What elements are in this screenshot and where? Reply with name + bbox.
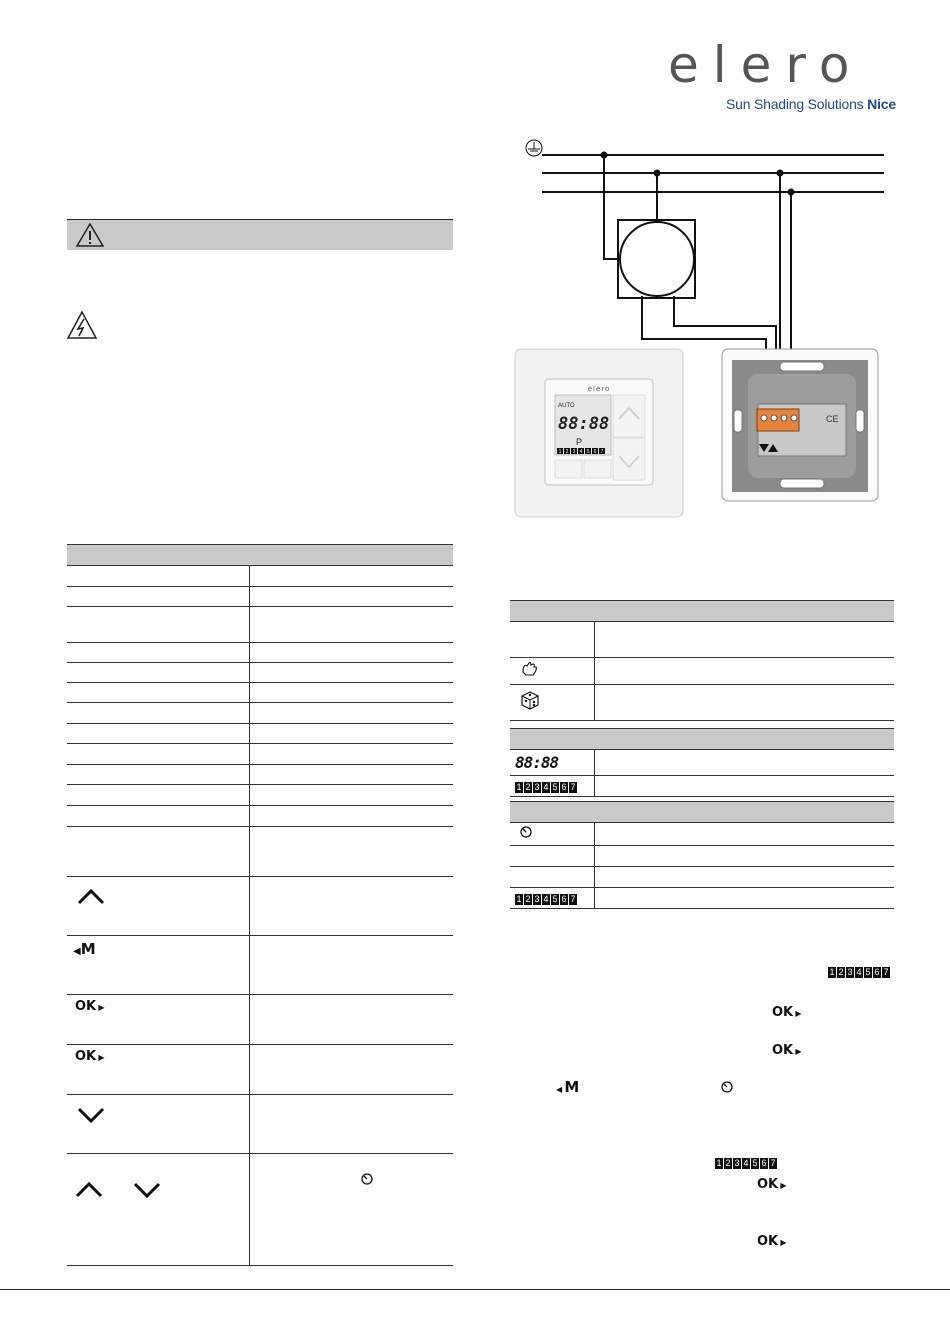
weekday-box: 1 <box>516 782 522 792</box>
table-row <box>67 683 453 703</box>
weekday-box: 3 <box>534 894 540 904</box>
ok-right-arrow-icon: ▶ <box>793 1047 802 1056</box>
lcd-day-label: 3 <box>572 449 576 455</box>
spec-table <box>67 544 453 1266</box>
chevron-down-icon <box>73 1101 109 1127</box>
weekday-box: 7 <box>570 782 576 792</box>
ok-label: OK <box>772 1043 794 1058</box>
ok-button-symbol <box>757 1232 787 1250</box>
table-row <box>510 622 894 658</box>
table-row <box>67 785 453 806</box>
weekday-box: 6 <box>874 967 880 977</box>
ok-label: OK <box>757 1177 779 1192</box>
weekday-box: 2 <box>525 894 531 904</box>
weekday-box: 5 <box>552 782 558 792</box>
ok-label: OK <box>757 1234 779 1249</box>
clock-icon <box>519 825 533 839</box>
svg-text:CE: CE <box>826 414 839 424</box>
svg-text:P: P <box>576 437 583 447</box>
weekday-box: 7 <box>770 1158 776 1168</box>
svg-text:AUTO: AUTO <box>558 403 575 409</box>
ok-right-arrow-icon: ▶ <box>778 1181 787 1190</box>
chevron-up-icon <box>73 883 109 909</box>
ok-right-arrow-icon: ▶ <box>778 1238 787 1247</box>
table-row <box>510 823 894 846</box>
time-days-table <box>510 728 894 797</box>
table-row <box>67 724 453 744</box>
weekday-box: 2 <box>725 1158 731 1168</box>
ok-button-symbol <box>772 1003 802 1021</box>
weekday-box: 6 <box>761 1158 767 1168</box>
table-row <box>67 827 453 877</box>
menu-m-label: M <box>564 1078 580 1096</box>
time-digits-symbol: 88:88 <box>515 752 559 772</box>
clock-icon <box>360 1172 374 1186</box>
ok-right-arrow-icon: ▶ <box>793 1009 802 1018</box>
weekday-box: 2 <box>838 967 844 977</box>
spec-table-header <box>67 545 453 566</box>
lcd-day-label: 2 <box>565 449 569 455</box>
ok-label: OK <box>75 1049 97 1064</box>
table-row <box>67 936 453 995</box>
table-row <box>67 1095 453 1154</box>
weekday-box: 5 <box>752 1158 758 1168</box>
tagline-accent: Nice <box>867 96 896 112</box>
ok-right-arrow-icon: ▶ <box>96 1053 105 1062</box>
table-row <box>67 587 453 607</box>
weekday-indicator <box>828 967 890 978</box>
table-row <box>510 776 894 797</box>
svg-text:elero: elero <box>587 385 611 393</box>
lcd-day-label: 6 <box>593 449 597 455</box>
table-header <box>510 601 894 622</box>
weekday-indicator <box>515 894 577 905</box>
logo-word <box>668 36 898 94</box>
weekday-indicator <box>515 782 577 793</box>
ok-label: OK <box>75 999 97 1014</box>
up-down-chevrons-icon <box>73 1174 173 1204</box>
lcd-day-label: 5 <box>586 449 590 455</box>
dice-icon <box>519 689 541 711</box>
weekday-box: 1 <box>516 894 522 904</box>
weekday-box: 7 <box>570 894 576 904</box>
weekday-box: 1 <box>829 967 835 977</box>
table-row <box>67 643 453 663</box>
weekday-box: 4 <box>743 1158 749 1168</box>
clock-icon <box>720 1080 734 1094</box>
table-row <box>67 607 453 643</box>
wiring-diagram <box>500 136 900 526</box>
table-row <box>67 744 453 765</box>
weekday-box: 5 <box>552 894 558 904</box>
lcd-day-label: 7 <box>600 449 604 455</box>
weekday-box: 3 <box>847 967 853 977</box>
warning-triangle-icon <box>75 222 105 248</box>
table-row <box>67 566 453 587</box>
svg-text:88:88: 88:88 <box>558 414 610 434</box>
tagline-main: Sun Shading Solutions <box>726 96 864 112</box>
table-row <box>510 658 894 685</box>
ground-icon <box>526 140 542 156</box>
footer-divider <box>0 1289 950 1290</box>
table-row <box>510 867 894 888</box>
ok-label: OK <box>772 1005 794 1020</box>
table-row <box>67 663 453 683</box>
weekday-box: 4 <box>543 894 549 904</box>
table-row <box>67 995 453 1045</box>
tagline <box>726 96 898 112</box>
table-row <box>510 846 894 867</box>
ok-right-arrow-icon: ▶ <box>96 1003 105 1012</box>
table-row <box>67 877 453 936</box>
weekday-box: 7 <box>883 967 889 977</box>
table-row <box>67 703 453 724</box>
weekday-box: 4 <box>856 967 862 977</box>
weekday-box: 6 <box>561 894 567 904</box>
weekday-box: 3 <box>534 782 540 792</box>
weekday-box: 6 <box>561 782 567 792</box>
weekday-box: 1 <box>716 1158 722 1168</box>
table-row <box>510 888 894 909</box>
lcd-day-label: 1 <box>558 449 562 455</box>
program-table <box>510 801 894 909</box>
weekday-box: 4 <box>543 782 549 792</box>
display-mode-table <box>510 600 894 721</box>
warning-header-bar <box>67 219 453 250</box>
elero-logo <box>668 36 898 112</box>
table-row <box>510 750 894 776</box>
lcd-day-label: 4 <box>579 449 583 455</box>
hand-icon <box>519 660 539 678</box>
menu-m-label: M <box>80 940 96 958</box>
table-row <box>67 1154 453 1266</box>
menu-left-arrow-icon: ◀ <box>556 1085 565 1094</box>
electrical-hazard-icon <box>66 310 98 340</box>
table-header <box>510 729 894 750</box>
table-row <box>67 1045 453 1095</box>
table-row <box>67 765 453 785</box>
weekday-box: 3 <box>734 1158 740 1168</box>
table-header <box>510 802 894 823</box>
weekday-box: 5 <box>865 967 871 977</box>
table-row <box>67 806 453 827</box>
table-row <box>510 685 894 721</box>
menu-left-arrow-icon: ◀ <box>73 946 81 957</box>
weekday-indicator <box>715 1158 777 1169</box>
ok-button-symbol <box>757 1175 787 1193</box>
menu-button-symbol <box>556 1078 579 1097</box>
logo-text: elero <box>668 36 864 94</box>
ok-button-symbol <box>772 1041 802 1059</box>
weekday-box: 2 <box>525 782 531 792</box>
